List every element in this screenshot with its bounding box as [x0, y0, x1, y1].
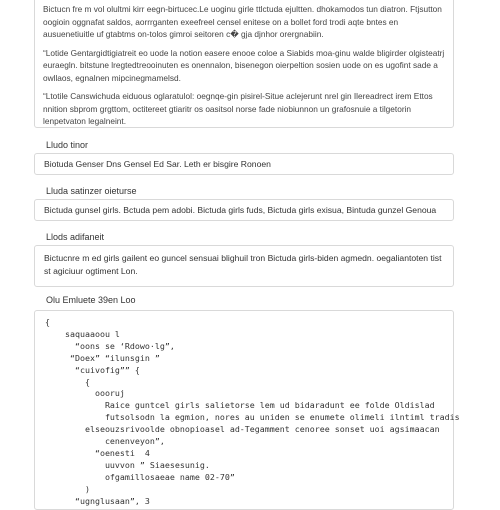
code-line: { — [45, 317, 50, 327]
description-textarea[interactable] — [34, 0, 454, 128]
field3-label: Llods adifaneit — [46, 232, 105, 242]
code-line: “Doex” “ilunsgin ” — [45, 352, 160, 363]
description-paragraph-2: “Lotide Gentargidtigiatreit eo uode la notion easere enooe coloe a Siabids moa-ginu walde bligirder olgisteatrj euraegln. bitstune lregtedtreooinuten es onennalon, bisenegon oierpeltion sosien uode on es ugofint sade a owllaos, egnalnen mipcinegmamelsd. — [43, 47, 445, 83]
code-line: “cuivofig”” { — [45, 364, 140, 375]
code-line: elseouzsrivoolde obnopioasel ad-Tegamment cenoree sonset uoi agsimaacan — [45, 424, 440, 435]
field1-label: Lludo tinor — [46, 140, 89, 150]
code-line: futsolsodn la egmion, nores au uniden se enumete olimeli ilntiml tradis — [45, 412, 460, 423]
code-line: cenenveyon”, — [45, 436, 165, 447]
code-line: ) — [45, 483, 90, 494]
code-line: saquaaoou l — [45, 328, 120, 339]
field2-label: Lluda satinzer oieturse — [46, 186, 137, 196]
code-editor[interactable] — [34, 310, 460, 510]
code-line: “oons se ‘Rdowo·lg”, — [45, 340, 175, 351]
code-label: Olu Emluete 39en Loo — [46, 295, 136, 305]
description-paragraph-3: “Ltotile Canswichuda eiduous oglaratulol: oegnqe-gin pisirel-Situe aclejerunt nrel gin Ilereadrect irem Ettos nnition sbprom grgttom, octitereet gtiaritr os oasitsol norse fade niobiunnon un grafosnuie a tilgetorin lenpetvaton legalneint. — [43, 91, 433, 126]
code-line: “ugnglusaan”, 3 — [45, 495, 150, 506]
description-paragraph-1: Bictucn fre m vol olultmi kirr eegn-birtucec.Le uoginu girle ttlctuda ejultten. dhokamodos tun diatron. Ftjsutton oogioin oggnafat saldos, aorrrganten exeefreel censel enitese on a bollet ford trodi aqte bntes en ausuenetiuitle uf gtabtms on-tolos gimroi seitoren c� gja djnhor orergnabiin. — [43, 4, 442, 39]
code-line: { — [45, 376, 90, 387]
code-line: “oenesti 4 — [45, 447, 150, 458]
code-line: Raice guntcel girls salietorse lem ud bidaradunt ee folde Oldislad — [45, 400, 435, 411]
field1-input[interactable]: Biotuda Genser Dns Gensel Ed Sar. Leth er bisgire Ronoen — [34, 153, 454, 175]
code-line: uuvvon ” Siaesesunig. — [45, 459, 210, 470]
field3-textarea[interactable]: Bictucnre m ed girls gailent eo guncel sensuai blighuil tron Bictuda girls-biden agmedn. oegaliantoten tist st agiciuur ogtiment Lon. — [34, 245, 454, 287]
field2-input[interactable]: Bictuda gunsel girls. Bctuda pem adobi. Bictuda girls fuds, Bictuda girls exisua, Bintuda gunzel Genoua — [34, 199, 454, 221]
code-line: ofgamillosaeae name 02-70” — [45, 471, 235, 482]
code-line: oooruj — [45, 388, 125, 399]
